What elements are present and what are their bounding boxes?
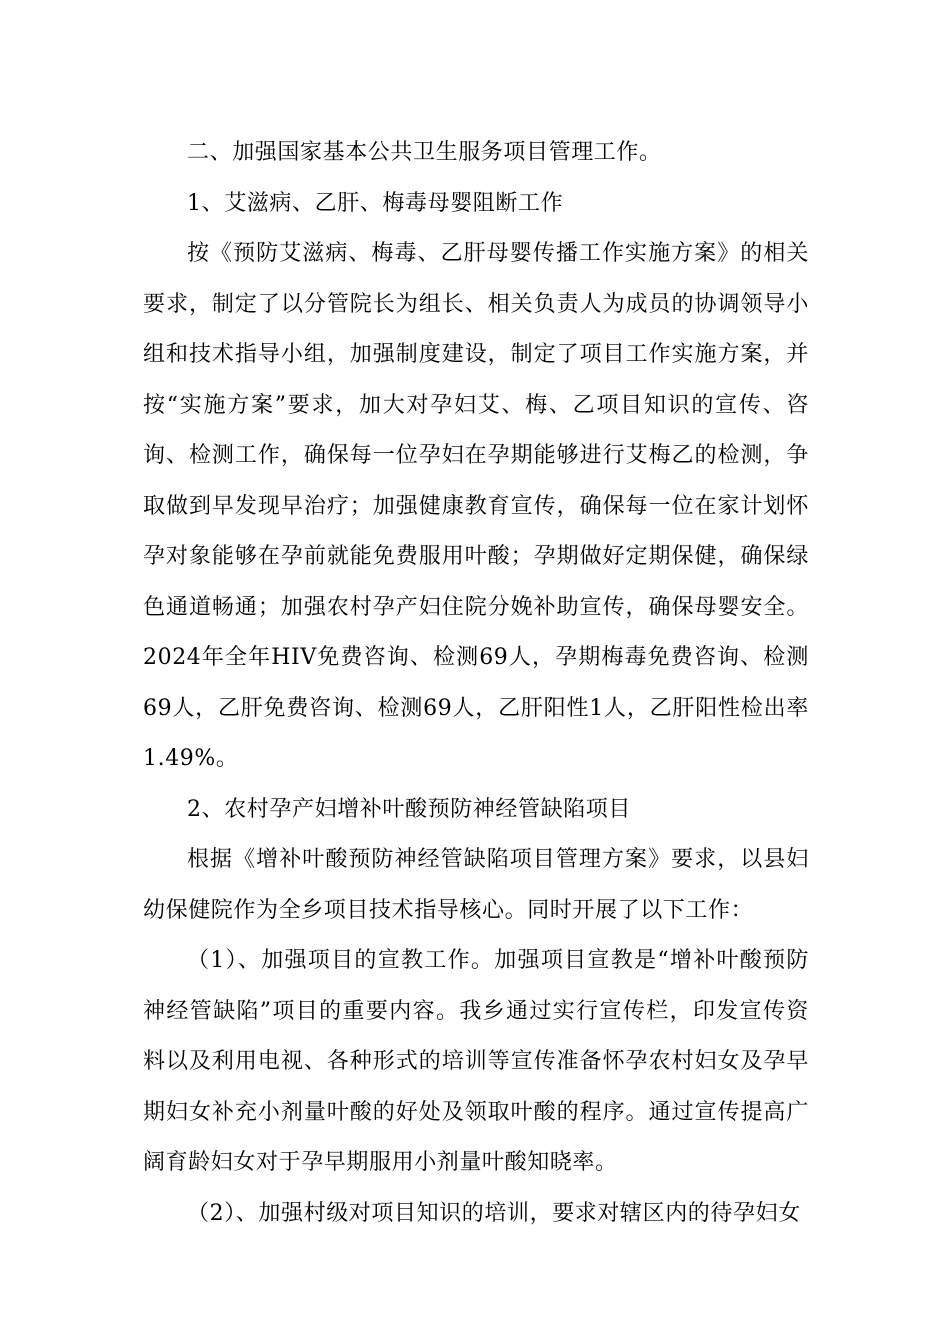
document-body bbox=[143, 128, 809, 1239]
item-2-subitem-1: （1）、加强项目的宣教工作。加强项目宣教是“增补叶酸预防神经管缺陷”项目的重要内容。我乡通过实行宣传栏，印发宣传资料以及利用电视、各种形式的培训等宣传准备怀孕农村妇女及孕早期妇女补充小剂量叶酸的好处及领取叶酸的程序。通过宣传提高广阔育龄妇女对于孕早期服用小剂量叶酸知晓率。 bbox=[143, 948, 809, 1175]
item-2-body: 根据《增补叶酸预防神经管缺陷项目管理方案》要求，以县妇幼保健院作为全乡项目技术指导核心。同时开展了以下工作： bbox=[143, 847, 809, 923]
item-2-subitem-2: （2）、加强村级对项目知识的培训，要求对辖区内的待孕妇女 bbox=[187, 1200, 801, 1226]
item-1-body: 按《预防艾滋病、梅毒、乙肝母婴传播工作实施方案》的相关要求，制定了以分管院长为组长、相关负责人为成员的协调领导小组和技术指导小组，加强制度建设，制定了项目工作实施方案，并按“实施方案”要求，加大对孕妇艾、梅、乙项目知识的宣传、咨询、检测工作，确保每一位孕妇在孕期能够进行艾梅乙的检测，争取做到早发现早治疗；加强健康教育宣传，确保每一位在家计划怀孕对象能够在孕前就能免费服用叶酸；孕期做好定期保健，确保绿色通道畅通；加强农村孕产妇住院分娩补助宣传，确保母婴安全。2024年全年HIV免费咨询、检测69人，孕期梅毒免费咨询、检测69人，乙肝免费咨询、检测69人，乙肝阳性1人，乙肝阳性检出率1.49%。 bbox=[143, 241, 809, 771]
item-2-heading: 2、农村孕产妇增补叶酸预防神经管缺陷项目 bbox=[187, 796, 631, 822]
item-1-heading: 1、艾滋病、乙肝、梅毒母婴阻断工作 bbox=[187, 190, 564, 216]
section-heading: 二、加强国家基本公共卫生服务项目管理工作。 bbox=[187, 140, 662, 165]
